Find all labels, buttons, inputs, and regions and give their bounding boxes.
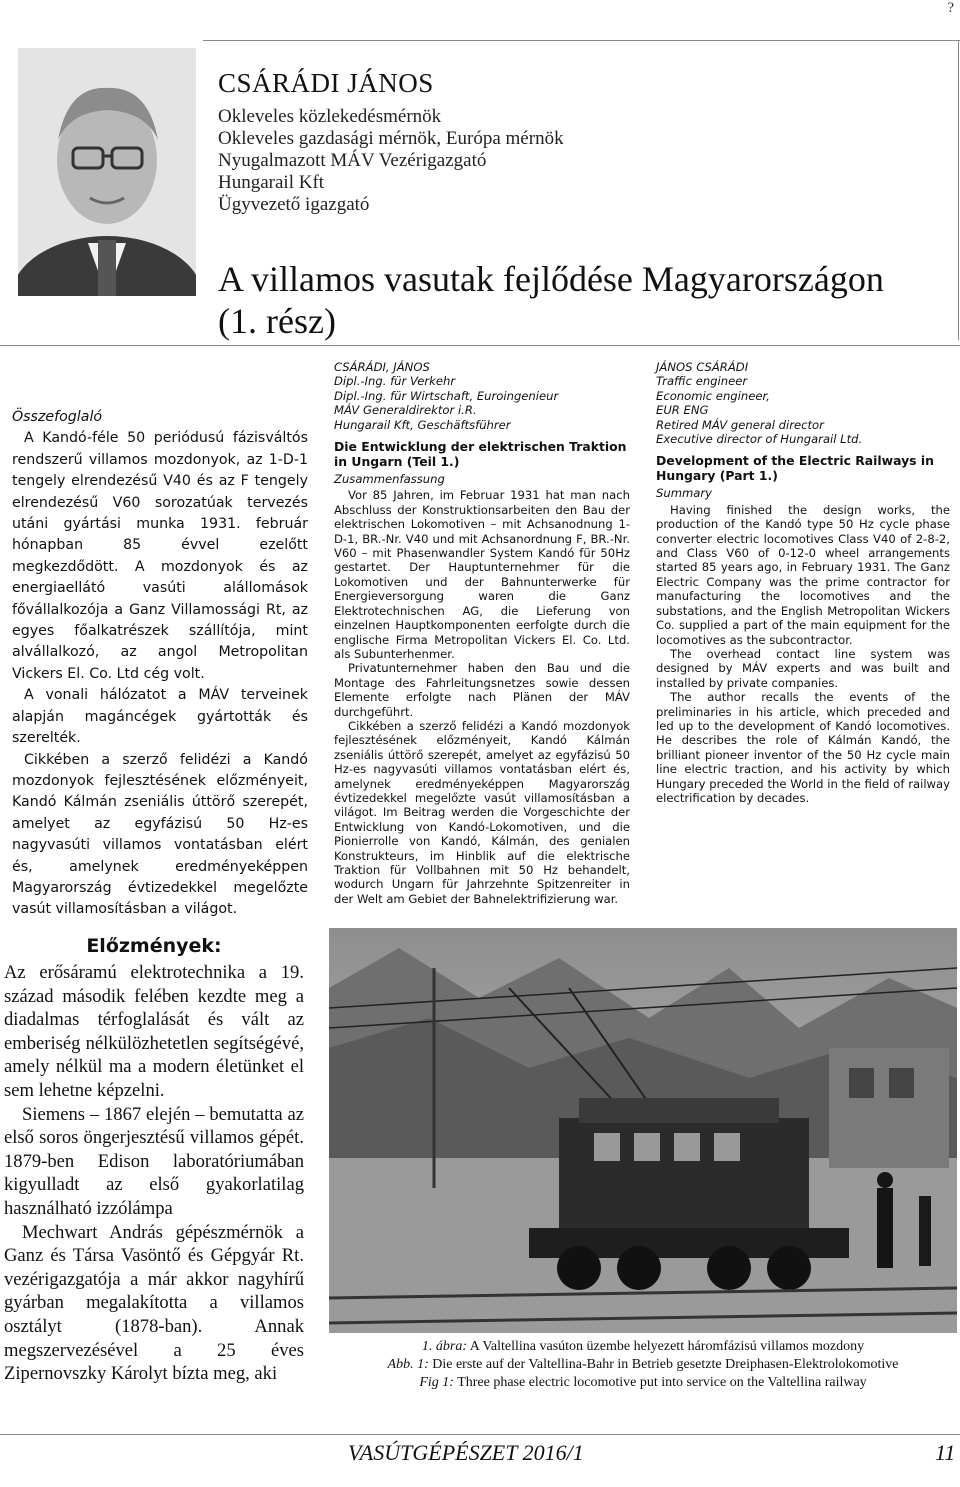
caption-label: Fig 1: bbox=[419, 1375, 454, 1390]
author-meta-line: Retired MÁV general director bbox=[656, 417, 824, 432]
author-meta-line: Hungarail Kft, Geschäftsführer bbox=[334, 417, 511, 432]
history-paragraph: Mechwart András gépészmérnök a Ganz és Társa Vasöntő és Gépgyár Rt. vezérigazgatója a már akkor nagyhírű gyárban megalakította a villamos osztályt (1878-ban). Annak megszervezésével a 25 éves Zipernovszky Károlyt bízta meg, aki bbox=[4, 1221, 304, 1385]
locomotive-photo bbox=[329, 928, 957, 1333]
abstract-paragraph: A vonali hálózatot a MÁV terveinek alapján magáncégek gyártották és szerelték. bbox=[12, 687, 308, 747]
credential-line: Hungarail Kft bbox=[218, 172, 325, 193]
caption-label: Abb. 1: bbox=[387, 1357, 429, 1372]
page-number: 11 bbox=[935, 1440, 956, 1465]
caption-text: Die erste auf der Valtellina-Bahr in Betrieb gesetzte Dreiphasen-Elektrolokomotive bbox=[432, 1357, 899, 1372]
author-meta-line: JÁNOS CSÁRÁDI bbox=[656, 360, 749, 374]
abstract-paragraph: A Kandó-féle 50 periódusú fázisváltós rendszerű villamos mozdonyok, az 1-D-1 tengely elrendezésű V40 és az F tengely elrendezésű V60 sorozatúak tervezés utáni gyártási munka 1931. február hónapban 85 évvel ezelőtt megkezdődött. A mozdonyok és az energiaellátó vasúti alállomások fővállalkozója a Ganz Villamossági Rt, az egyes főalkatrészek szállítója, mint alvállalkozó, az angol Metropolitan Vickers El. Co. Ltd cég volt. bbox=[12, 430, 308, 682]
english-paragraph: The overhead contact line system was designed by MÁV experts and was built and installed by private companies. bbox=[656, 646, 950, 690]
author-meta-line: Dipl.-Ing. für Verkehr bbox=[334, 374, 456, 389]
article-title-line: (1. rész) bbox=[218, 301, 336, 341]
author-meta-line: CSÁRÁDI, JÁNOS bbox=[334, 360, 430, 374]
article-title bbox=[218, 258, 884, 342]
corner-mark: ? bbox=[947, 0, 954, 16]
german-paragraph: Vor 85 Jahren, im Februar 1931 hat man nach Abschluss der Konstruktionsarbeiten den Bau der elektrischen Lokomotiven – mit Achsanodnung 1-D-1, BR.-Nr. V40 und mit Achsanordnung F, BR.-Nr. V60 – mit Phasenwandler System Kandó für 50Hz gestartet. Der Hauptunternehmer für die Lokomotiven und der Bahnunterwerke für Energieversorgung waren die Ganz Elektrotechnischen AG, die Lieferung von einzelnen Hauptkomponenten eerfolgte durch die englische Firma Metropolitan Vickers El. Co. Ltd. als Subunterhenmer. bbox=[334, 488, 630, 661]
author-meta-line: MÁV Generaldirektor i.R. bbox=[334, 403, 477, 418]
history-section bbox=[4, 935, 304, 1386]
author-meta-line: EUR ENG bbox=[656, 403, 709, 418]
author-meta-line: Economic engineer, bbox=[656, 388, 770, 403]
footer-divider bbox=[0, 1434, 960, 1435]
german-paragraph: Privatunternehmer haben den Bau und die Montage des Fahrleitungsnetzes sowie dessen Elemente erfolgte nach Plänen der MÁV durchgeführt. bbox=[334, 661, 630, 719]
caption-hu bbox=[329, 1338, 957, 1356]
portrait-drawing bbox=[18, 48, 196, 296]
header-top-border bbox=[203, 40, 960, 41]
german-abstract bbox=[334, 360, 630, 906]
english-paragraph: The author recalls the events of the preliminaries in his article, which preceded and led up to the development of Kandó locomotives. He describes the role of Kálmán Kandó, the brilliant pioneer inventor of the 50 Hz cycle main line electric traction, and his activity by which Hungary preceded the World in the field of railway electrification by decades. bbox=[656, 690, 950, 805]
credential-line: Okleveles gazdasági mérnök, Európa mérnök bbox=[218, 128, 564, 149]
author-name: CSÁRÁDI JÁNOS bbox=[218, 68, 434, 98]
abstract-paragraph: Cikkében a szerző felidézi a Kandó mozdonyok fejlesztésének előzményeit, Kandó Kálmán zseniális úttörő szerepét, amelyet az egyfázisú 50 Hz-es nagyvasúti villamos vontatásban elért és, amelynek eredményeképpen Magyarország évtizedekkel megelőzte vasút villamosításban a világot. bbox=[12, 751, 308, 918]
abstract-label: Összefoglaló bbox=[12, 409, 103, 425]
author-meta-line: Traffic engineer bbox=[656, 374, 748, 389]
caption-en bbox=[329, 1374, 957, 1392]
history-heading: Előzmények: bbox=[86, 935, 222, 957]
author-portrait bbox=[18, 48, 196, 296]
german-paragraph: Cikkében a szerző felidézi a Kandó mozdonyok fejlesztésének előzményeit, Kandó Kálmán zseniális úttörő szerepét, amelyet az egyfázisú 50 Hz-es nagyvasúti villamos vontatásban elért és, amelynek eredményeképpen Magyarország évtizedekkel megelőzte vasút villamosításban a világot. Im Beitrag werden die Vorgeschichte der Entwicklung von Kandó-Lokomotiven, und die Pionierrolle von Kandó, Kálmán, des genialen Konstrukteurs, im Hinblik auf die elektrische Traktion für Vollbahnen mit 50 Hz behandelt, wodurch Ungarn für Jahrzehnte Spitzenreiter in der Welt am Gebiet der Bahnelektrifizierung war. bbox=[334, 718, 630, 906]
credential-line: Ügyvezető igazgató bbox=[218, 194, 370, 215]
header-right-border bbox=[958, 40, 959, 340]
figure-caption bbox=[329, 1338, 957, 1392]
german-title: Die Entwicklung der elektrischen Traktion in Ungarn (Teil 1.) bbox=[334, 439, 627, 470]
summary-label: Zusammenfassung bbox=[334, 472, 445, 487]
caption-label: 1. ábra: bbox=[421, 1339, 468, 1354]
caption-text: Three phase electric locomotive put into service on the Valtellina railway bbox=[457, 1375, 867, 1390]
article-title-line: A villamos vasutak fejlődése Magyarországon bbox=[218, 259, 884, 299]
history-paragraph: Siemens – 1867 elején – bemutatta az első soros öngerjesztésű villamos gépét. 1879-ben Edison laboratóriumában kigyulladt az első gyakorlatilag használható izzólámpa bbox=[4, 1103, 304, 1219]
credential-line: Nyugalmazott MÁV Vezérigazgató bbox=[218, 150, 487, 171]
author-meta-line: Dipl.-Ing. für Wirtschaft, Euroingenieur bbox=[334, 388, 559, 403]
caption-de bbox=[329, 1356, 957, 1374]
journal-name: VASÚTGÉPÉSZET 2016/1 bbox=[348, 1440, 584, 1465]
section-divider bbox=[0, 345, 960, 346]
english-abstract bbox=[656, 360, 950, 805]
hungarian-abstract bbox=[12, 407, 308, 921]
history-paragraph: Az erősáramú elektrotechnika a 19. század második felében kezdte meg a diadalmas térfoglalását és vált az emberiség nélkülözhetetlen segítségévé, amely nélkül ma a modern életünket el sem lehetne képzelni. bbox=[4, 962, 304, 1101]
english-title: Development of the Electric Railways in Hungary (Part 1.) bbox=[656, 453, 934, 484]
locomotive-drawing bbox=[329, 928, 957, 1333]
english-paragraph: Having finished the design works, the production of the Kandó type 50 Hz cycle phase converter electric locomotives Class V40 of 2-8-2, and Class V60 of 0-12-0 wheel arrangements started 85 years ago, in February 1931. The Ganz Electric Company was the prime contractor for manufacturing the locomotives and the substations, and the English Metropolitan Wickers Co. supplied a part of the main equipment for the locomotives as the subcontractor. bbox=[656, 502, 950, 647]
summary-label: Summary bbox=[656, 486, 713, 501]
author-meta-line: Executive director of Hungarail Ltd. bbox=[656, 432, 863, 447]
caption-text: A Valtellina vasúton üzembe helyezett háromfázisú villamos mozdony bbox=[469, 1339, 865, 1354]
credential-line: Okleveles közlekedésmérnök bbox=[218, 106, 442, 127]
